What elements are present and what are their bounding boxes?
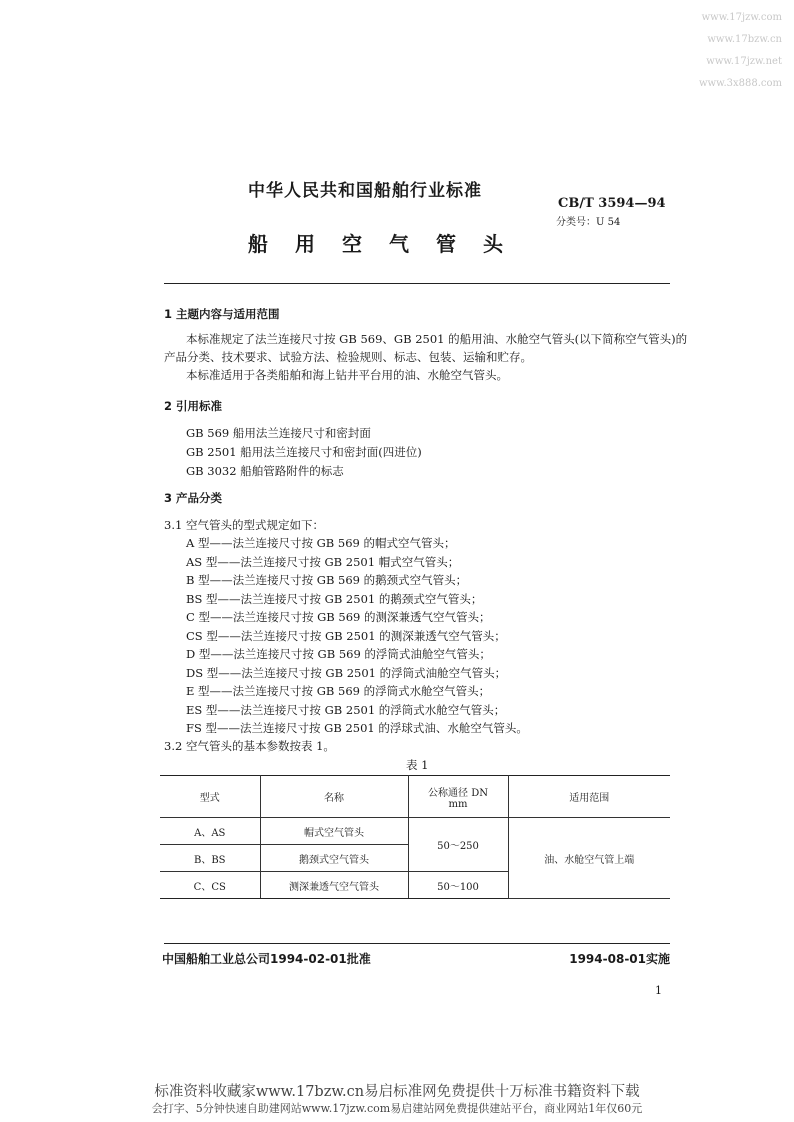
org-title: 中华人民共和国船舶行业标准: [248, 181, 482, 201]
type-item: B 型——法兰连接尺寸按 GB 569 的鹅颈式空气管头；: [186, 573, 468, 587]
watermark-text: www.17jzw.com: [701, 12, 782, 23]
reference-item: GB 3032 船舶管路附件的标志: [186, 464, 344, 478]
header-dn-unit: mm: [448, 798, 468, 810]
section-1-para1-line2: 产品分类、技术要求、试验方法、检验规则、标志、包装、运输和贮存。: [164, 350, 532, 364]
standard-classification: 分类号：U 54: [556, 217, 621, 228]
page-number: 1: [655, 984, 662, 997]
cell-name: 鹅颈式空气管头: [260, 845, 408, 872]
section-1-para2: 本标准适用于各类船舶和海上钻井平台用的油、水舱空气管头。: [186, 368, 508, 382]
type-item: A 型——法兰连接尺寸按 GB 569 的帽式空气管头；: [186, 536, 456, 550]
cell-dn: 50～100: [408, 872, 508, 899]
standard-code: CB/T 3594—94: [558, 196, 666, 211]
header-scope: 适用范围: [508, 776, 670, 818]
table-caption: 表 1: [406, 758, 429, 772]
type-item: AS 型——法兰连接尺寸按 GB 2501 帽式空气管头；: [186, 554, 460, 569]
download-banner-line1: 标准资料收藏家www.17bzw.cn易启标准网免费提供十万标准书籍资料下载: [154, 1084, 640, 1100]
section-3-heading: 3 产品分类: [164, 491, 223, 505]
header-nominal-diameter: [408, 776, 508, 818]
type-item: D 型——法兰连接尺寸按 GB 569 的浮筒式油舱空气管头；: [186, 647, 491, 661]
cell-dn: 50～250: [408, 818, 508, 872]
effective-date: 1994-08-01实施: [569, 952, 670, 966]
type-item: DS 型——法兰连接尺寸按 GB 2501 的浮筒式油舱空气管头；: [186, 665, 507, 680]
approval-line: 中国船舶工业总公司1994-02-01批准: [162, 952, 371, 966]
watermark-text: www.3x888.com: [698, 78, 782, 89]
clause-3-2: 3.2 空气管头的基本参数按表 1。: [164, 739, 335, 753]
footer-divider: [164, 943, 670, 944]
reference-item: GB 2501 船用法兰连接尺寸和密封面(四进位): [186, 445, 422, 459]
download-banner-line2: 会打字、5分钟快速自助建网站www.17jzw.com易启建站网免费提供建站平台，商业网站1年仅60元: [151, 1102, 643, 1115]
cell-scope: 油、水舱空气管上端: [508, 818, 670, 899]
header-dn-label: 公称通径 DN: [428, 787, 488, 799]
watermark-text: www.17bzw.cn: [707, 34, 782, 45]
type-item: ES 型——法兰连接尺寸按 GB 2501 的浮筒式水舱空气管头；: [186, 702, 506, 717]
clause-3-1: 3.1 空气管头的型式规定如下：: [164, 518, 324, 532]
type-item: CS 型——法兰连接尺寸按 GB 2501 的测深兼透气空气管头；: [186, 628, 506, 643]
reference-item: GB 569 船用法兰连接尺寸和密封面: [186, 426, 371, 440]
type-item: BS 型——法兰连接尺寸按 GB 2501 的鹅颈式空气管头；: [186, 591, 483, 606]
document-title: 船用空气管头: [248, 232, 530, 256]
watermark-text: www.17jzw.net: [706, 56, 782, 67]
cell-name: 测深兼透气空气管头: [260, 872, 408, 899]
cell-type: B、BS: [160, 845, 260, 872]
section-1-para1-line1: 本标准规定了法兰连接尺寸按 GB 569、GB 2501 的船用油、水舱空气管头(以下简称空气管头)的: [186, 332, 688, 346]
parameter-table: [160, 775, 670, 899]
type-item: C 型——法兰连接尺寸按 GB 569 的测深兼透气空气管头；: [186, 610, 491, 624]
header-divider: [164, 283, 670, 284]
type-list: [186, 534, 528, 738]
table-row: [160, 818, 670, 845]
cell-type: A、AS: [160, 818, 260, 845]
table-header-row: [160, 776, 670, 818]
type-item: E 型——法兰连接尺寸按 GB 569 的浮筒式水舱空气管头；: [186, 684, 491, 698]
header-name: 名称: [260, 776, 408, 818]
section-1-heading: 1 主题内容与适用范围: [164, 307, 280, 321]
header-type: 型式: [160, 776, 260, 818]
cell-type: C、CS: [160, 872, 260, 899]
type-item: FS 型——法兰连接尺寸按 GB 2501 的浮球式油、水舱空气管头。: [186, 721, 528, 735]
section-2-heading: 2 引用标准: [164, 399, 223, 413]
cell-name: 帽式空气管头: [260, 818, 408, 845]
